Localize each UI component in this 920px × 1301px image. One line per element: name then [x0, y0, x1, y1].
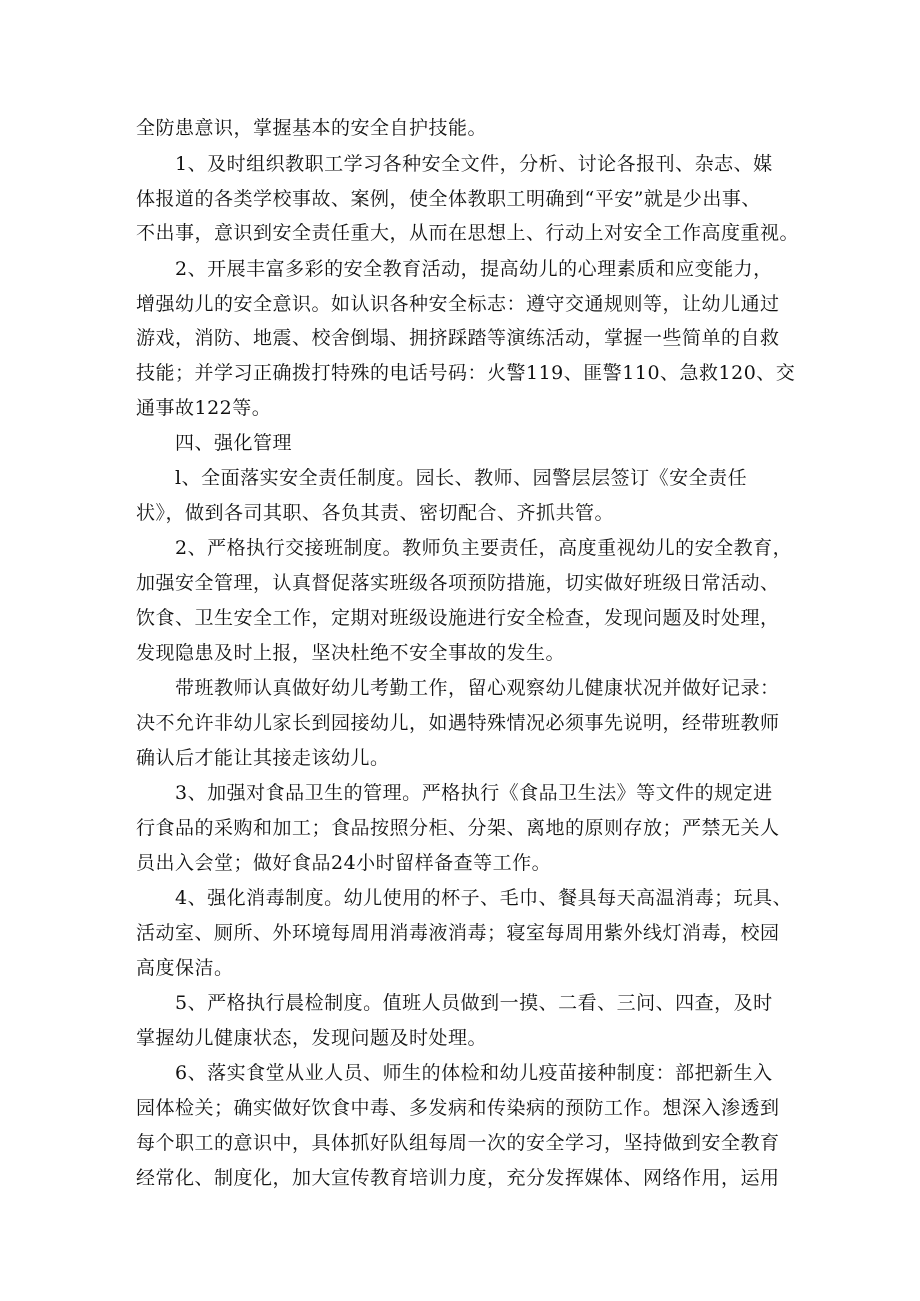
- text-line: l、全面落实安全责任制度。园长、教师、园警层层签订《安全责任: [175, 467, 748, 489]
- text-line: 高度保洁。: [136, 957, 234, 979]
- text-line: 员出入会堂；做好食品24小时留样备查等工作。: [136, 852, 552, 874]
- text-line: 经常化、制度化，加大宣传教育培训力度，充分发挥媒体、网络作用，运用: [136, 1167, 780, 1189]
- text-line: 通事故122等。: [136, 397, 272, 419]
- text-line: 发现隐患及时上报，坚决杜绝不安全事故的发生。: [136, 642, 566, 664]
- text-line: 4、强化消毒制度。幼儿使用的杯子、毛巾、餐具每天高温消毒；玩具、: [175, 887, 793, 909]
- text-line: 活动室、厕所、外环境每周用消毒液消毒；寝室每周用紫外线灯消毒，校园: [136, 922, 780, 944]
- text-line: 决不允许非幼儿家长到园接幼儿，如遇特殊情况必须事先说明，经带班教师: [136, 712, 780, 734]
- text-line: 3、加强对食品卫生的管理。严格执行《食品卫生法》等文件的规定进: [175, 782, 773, 804]
- text-line: 饮食、卫生安全工作，定期对班级设施进行安全检查，发现问题及时处理，: [136, 607, 780, 629]
- text-line: 体报道的各类学校事故、案例，使全体教职工明确到“平安”就是少出事、: [136, 188, 761, 210]
- text-line: 1、及时组织教职工学习各种安全文件，分析、讨论各报刊、杂志、媒: [175, 153, 773, 175]
- text-line: 增强幼儿的安全意识。如认识各种安全标志：遵守交通规则等，让幼儿通过: [136, 293, 780, 315]
- text-line: 全防患意识，掌握基本的安全自护技能。: [136, 117, 488, 139]
- text-line: 技能；并学习正确拨打特殊的电话号码：火警119、匪警110、急救120、交: [136, 362, 796, 384]
- text-line: 掌握幼儿健康状态，发现问题及时处理。: [136, 1027, 488, 1049]
- text-line: 6、落实食堂从业人员、师生的体检和幼儿疫苗接种制度：部把新生入: [175, 1062, 773, 1084]
- text-line: 园体检关；确实做好饮食中毒、多发病和传染病的预防工作。想深入渗透到: [136, 1097, 780, 1119]
- text-line: 5、严格执行晨检制度。值班人员做到一摸、二看、三问、四查，及时: [175, 992, 773, 1014]
- text-line: 状》，做到各司其职、各负其责、密切配合、齐抓共管。: [136, 502, 615, 524]
- text-line: 每个职工的意识中，具体抓好队组每周一次的安全学习，坚持做到安全教育: [136, 1132, 780, 1154]
- text-line: 游戏，消防、地震、校舍倒塌、拥挤踩踏等演练活动，掌握一些简单的自救: [136, 327, 780, 349]
- text-line: 不出事，意识到安全责任重大，从而在思想上、行动上对安全工作高度重视。: [136, 222, 800, 244]
- text-line: 2、开展丰富多彩的安全教育活动，提高幼儿的心理素质和应变能力，: [175, 258, 773, 280]
- text-line: 带班教师认真做好幼儿考勤工作，留心观察幼儿健康状况并做好记录：: [175, 677, 780, 699]
- text-line: 行食品的采购和加工；食品按照分柜、分架、离地的原则存放；严禁无关人: [136, 817, 780, 839]
- text-line: 2、严格执行交接班制度。教师负主要责任，高度重视幼儿的安全教育，: [175, 537, 793, 559]
- section-heading: 四、强化管理: [175, 432, 293, 454]
- text-line: 确认后才能让其接走该幼儿。: [136, 747, 390, 769]
- text-line: 加强安全管理，认真督促落实班级各项预防措施，切实做好班级日常活动、: [136, 572, 780, 594]
